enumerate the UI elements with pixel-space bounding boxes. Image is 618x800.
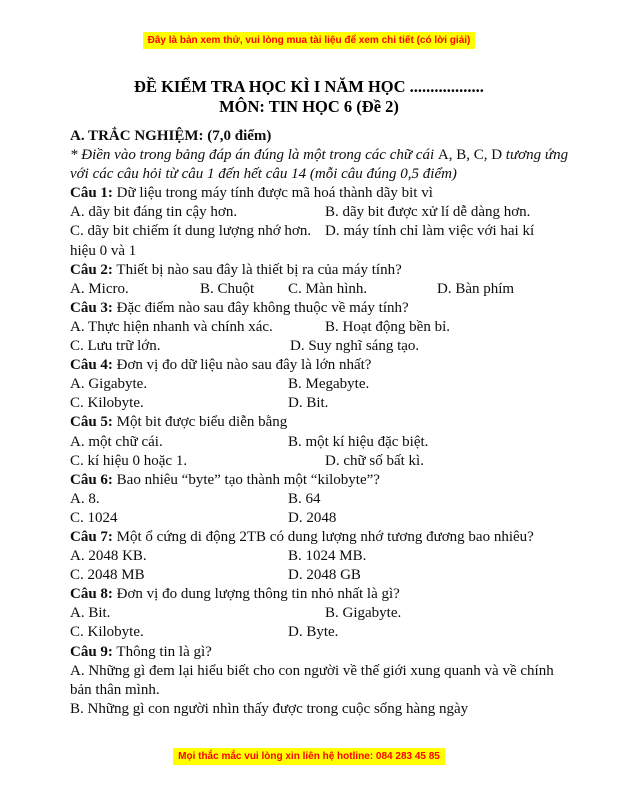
question-line — [70, 299, 570, 318]
option-cell: D. Bit. — [288, 395, 329, 412]
instruction-line-1 — [70, 146, 570, 165]
questions — [70, 184, 570, 719]
question-text: Một ổ cứng di động 2TB có dung lượng nhớ tương đương bao nhiêu? — [112, 528, 534, 545]
question-block — [70, 585, 570, 642]
option-cell: B. Chuột — [200, 280, 255, 297]
question-label: Câu 5: — [70, 414, 113, 431]
option-cell: C. Kilobyte. — [70, 395, 144, 412]
option-cell: A. Thực hiện nhanh và chính xác. — [70, 318, 273, 335]
option-cell: B. Megabyte. — [288, 376, 370, 393]
question-block — [70, 261, 570, 299]
question-text: Dữ liệu trong máy tính được mã hoá thành dãy bit vì — [112, 185, 433, 202]
option-line — [70, 337, 570, 356]
question-text: Thiết bị nào sau đây là thiết bị ra của máy tính? — [112, 261, 402, 278]
question-text: Thông tin là gì? — [112, 643, 212, 660]
question-line — [70, 413, 570, 432]
option-cell: hiệu 0 và 1 — [70, 242, 137, 259]
option-cell: D. máy tính chỉ làm việc với hai kí — [325, 223, 535, 240]
question-label: Câu 9: — [70, 643, 113, 660]
question-line — [70, 471, 570, 490]
question-line — [70, 261, 570, 280]
option-cell: C. Kilobyte. — [70, 624, 144, 641]
instruction-part1: * Điền vào trong bảng đáp án đúng là một trong các chữ cái — [70, 147, 438, 164]
option-cell: A. Micro. — [70, 280, 129, 297]
option-cell: B. dãy bit được xử lí dễ dàng hơn. — [325, 204, 531, 221]
option-cell: bản thân mình. — [70, 681, 160, 698]
option-line — [70, 203, 570, 222]
option-line — [70, 318, 570, 337]
option-line — [70, 375, 570, 394]
question-block — [70, 299, 570, 356]
question-label: Câu 6: — [70, 471, 113, 488]
option-cell: D. 2048 GB — [288, 567, 361, 584]
option-cell: A. một chữ cái. — [70, 433, 163, 450]
option-cell: B. Gigabyte. — [325, 605, 402, 622]
option-line — [70, 509, 570, 528]
question-line — [70, 585, 570, 604]
option-line — [70, 242, 570, 261]
option-line — [70, 280, 570, 299]
question-label: Câu 4: — [70, 357, 113, 374]
question-text: Đặc điểm nào sau đây không thuộc về máy tính? — [112, 299, 409, 316]
question-line — [70, 643, 570, 662]
option-line — [70, 604, 570, 623]
question-label: Câu 3: — [70, 299, 113, 316]
option-cell: A. 2048 KB. — [70, 548, 147, 565]
option-cell: C. 1024 — [70, 509, 118, 526]
option-line — [70, 681, 570, 700]
option-line — [70, 566, 570, 585]
option-cell: C. Lưu trữ lớn. — [70, 338, 161, 355]
top-banner-text: Đây là bản xem thử, vui lòng mua tài liệu để xem chi tiết (có lời giải) — [143, 32, 476, 49]
question-line — [70, 528, 570, 547]
option-cell: D. chữ số bất kì. — [325, 452, 424, 469]
instruction-letters: A, B, C, D — [437, 147, 503, 164]
question-text: Bao nhiêu “byte” tạo thành một “kilobyte”? — [112, 471, 380, 488]
option-line — [70, 490, 570, 509]
instruction-part2: tương ứng — [502, 147, 569, 164]
question-text: Một bit được biểu diễn bằng — [112, 414, 288, 431]
question-line — [70, 356, 570, 375]
bottom-banner-text: Mọi thắc mắc vui lòng xin liên hệ hotline: 084 283 45 85 — [173, 748, 445, 765]
option-line — [70, 433, 570, 452]
question-label: Câu 8: — [70, 586, 113, 603]
option-cell: D. Byte. — [288, 624, 339, 641]
option-cell: B. Hoạt động bền bỉ. — [325, 318, 450, 335]
option-cell: D. 2048 — [288, 509, 337, 526]
question-block — [70, 356, 570, 413]
exam-body — [70, 127, 570, 719]
option-cell: C. 2048 MB — [70, 567, 145, 584]
question-text: Đơn vị đo dung lượng thông tin nhỏ nhất là gì? — [112, 586, 400, 603]
exam-title-line2: MÔN: TIN HỌC 6 (Đề 2) — [219, 96, 399, 116]
option-line — [70, 623, 570, 642]
question-text: Đơn vị đo dữ liệu nào sau đây là lớn nhất? — [112, 357, 372, 374]
question-line — [70, 184, 570, 203]
option-cell: B. một kí hiệu đặc biệt. — [288, 433, 429, 450]
option-cell: B. 64 — [288, 490, 321, 507]
instruction-line-2: với các câu hỏi từ câu 1 đến hết câu 14 (mỗi câu đúng 0,5 điểm) — [70, 166, 457, 183]
option-cell: D. Suy nghĩ sáng tạo. — [290, 338, 420, 355]
question-block — [70, 528, 570, 585]
question-label: Câu 2: — [70, 261, 113, 278]
option-cell: A. Những gì đem lại hiểu biết cho con người về thế giới xung quanh và về chính — [70, 662, 554, 679]
option-cell: C. Màn hình. — [288, 280, 368, 297]
option-cell: A. dãy bit đáng tin cậy hơn. — [70, 204, 238, 221]
question-label: Câu 7: — [70, 528, 113, 545]
option-cell: B. Những gì con người nhìn thấy được trong cuộc sống hàng ngày — [70, 700, 469, 717]
option-cell: C. kí hiệu 0 hoặc 1. — [70, 452, 188, 469]
question-block — [70, 643, 570, 719]
option-cell: D. Bàn phím — [437, 280, 515, 297]
option-line — [70, 700, 570, 719]
bottom-banner — [0, 746, 618, 765]
question-block — [70, 413, 570, 470]
option-line — [70, 662, 570, 681]
question-label: Câu 1: — [70, 185, 113, 202]
exam-title-line1: ĐỀ KIỂM TRA HỌC KÌ I NĂM HỌC .................. — [134, 77, 484, 96]
exam-title — [0, 77, 618, 116]
question-block — [70, 184, 570, 260]
question-block — [70, 471, 570, 528]
option-cell: A. Bit. — [70, 605, 111, 622]
option-line — [70, 222, 570, 241]
section-heading: A. TRẮC NGHIỆM: (7,0 điểm) — [70, 128, 272, 144]
option-cell: A. Gigabyte. — [70, 376, 148, 393]
option-line — [70, 452, 570, 471]
option-line — [70, 547, 570, 566]
option-cell: C. dãy bit chiếm ít dung lượng nhớ hơn. — [70, 223, 312, 240]
option-cell: A. 8. — [70, 490, 100, 507]
option-cell: B. 1024 MB. — [288, 548, 367, 565]
top-banner — [0, 30, 618, 49]
option-line — [70, 394, 570, 413]
